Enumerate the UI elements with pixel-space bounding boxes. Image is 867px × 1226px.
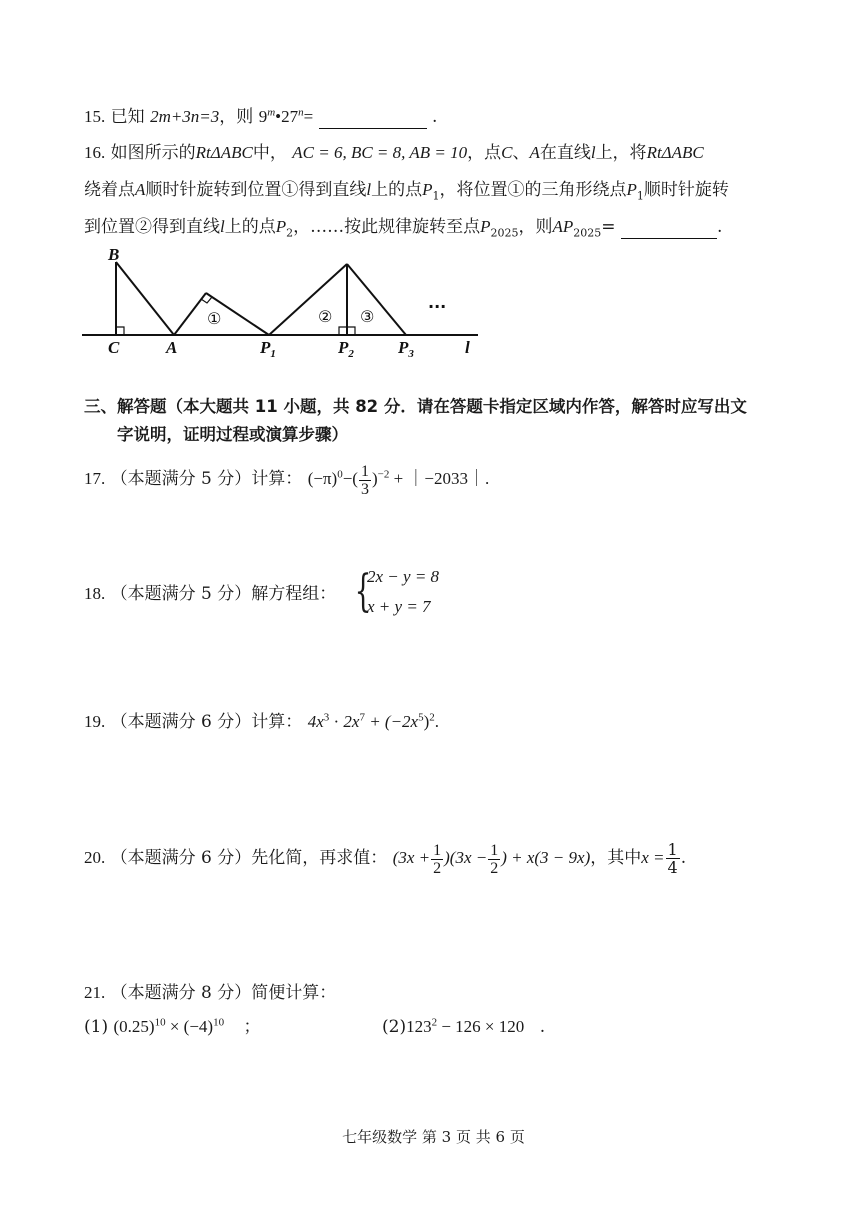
question-21: 21. （本题满分 8 分）简便计算： <box>84 983 337 1003</box>
section-heading: 三、解答题（本大题共 11 小题，共 82 分．请在答题卡指定区域内作答，解答时应写出文 <box>84 397 747 416</box>
question-17: 17. （本题满分 5 分）计算： $(-\pi)^0-$( $\frac{1}{3}$ )$^{-2}$ + ｜−2033｜. <box>84 462 490 498</box>
position-3-mark: ③ <box>360 307 375 326</box>
equation-system <box>355 566 465 622</box>
question-number: 15. <box>84 107 106 126</box>
given-expression: 2m+3n=3 <box>150 107 220 126</box>
label-a: A <box>166 338 178 357</box>
label-b: B <box>108 245 120 264</box>
segment-ba <box>116 262 174 335</box>
question-16-line-2: 绕着点A顺时针旋转到位置①得到直线l上的点$P_1$，将位置①的三角形绕点$P_1$顺时针旋转 <box>84 180 729 203</box>
label-l: l <box>465 338 470 357</box>
position-1-mark: ① <box>207 309 222 328</box>
label-p2: $P_2$ <box>338 338 354 360</box>
continuation-dots: ··· <box>428 297 447 316</box>
question-number: 16. <box>84 143 106 162</box>
answer-blank[interactable] <box>319 106 427 129</box>
question-20: 20. （本题满分 6 分）先化简，再求值： (3x + $\frac{1}{2}$ )(3x − $\frac{1}{2}$ ) + x(3 − 9x)，其中x = $\frac{1}{4}$ . <box>84 840 687 877</box>
section-heading-cont: 字说明，证明过程或演算步骤） <box>117 425 348 444</box>
page-footer: 七年级数学 第 3 页 共 6 页 <box>342 1128 525 1146</box>
question-21-part-1: (1) $(0.25)^{10} \times (-4)^{10}$ ； <box>84 1016 261 1037</box>
question-16-line-1: 16. 如图所示的RtΔABC中， AC = 6, BC = 8, AB = 10，点C、A在直线l上，将RtΔABC <box>84 143 704 163</box>
label-c: C <box>108 338 120 357</box>
question-19: 19. （本题满分 6 分）计算： $4x^3 \cdot 2x^7 + (-2x^5)^2$. <box>84 711 440 732</box>
label-p3: $P_3$ <box>398 338 414 360</box>
question-21-part-2: $(2)123^2 - 126 \times 120$ . <box>382 1016 546 1037</box>
answer-blank[interactable] <box>621 216 717 239</box>
position-2-mark: ② <box>318 307 333 326</box>
question-15: 15. 已知 2m+3n=3，则 $9^m•27^n=$ . <box>84 106 438 127</box>
question-16-line-3: 到位置②得到直线l上的点$P_2$，……按此规律旋转至点$P_{2025}$，则$AP_{2025}=$ . <box>84 217 723 240</box>
equation-1: 2x − y = 8 <box>367 567 440 586</box>
right-angle-mark-c <box>116 327 124 335</box>
question-18: 18. （本题满分 5 分）解方程组： <box>84 584 337 604</box>
rotation-figure <box>80 240 500 365</box>
brace-icon: { <box>354 566 372 617</box>
label-p1: $P_1$ <box>260 338 276 360</box>
equation-2: x + y = 7 <box>367 597 431 616</box>
